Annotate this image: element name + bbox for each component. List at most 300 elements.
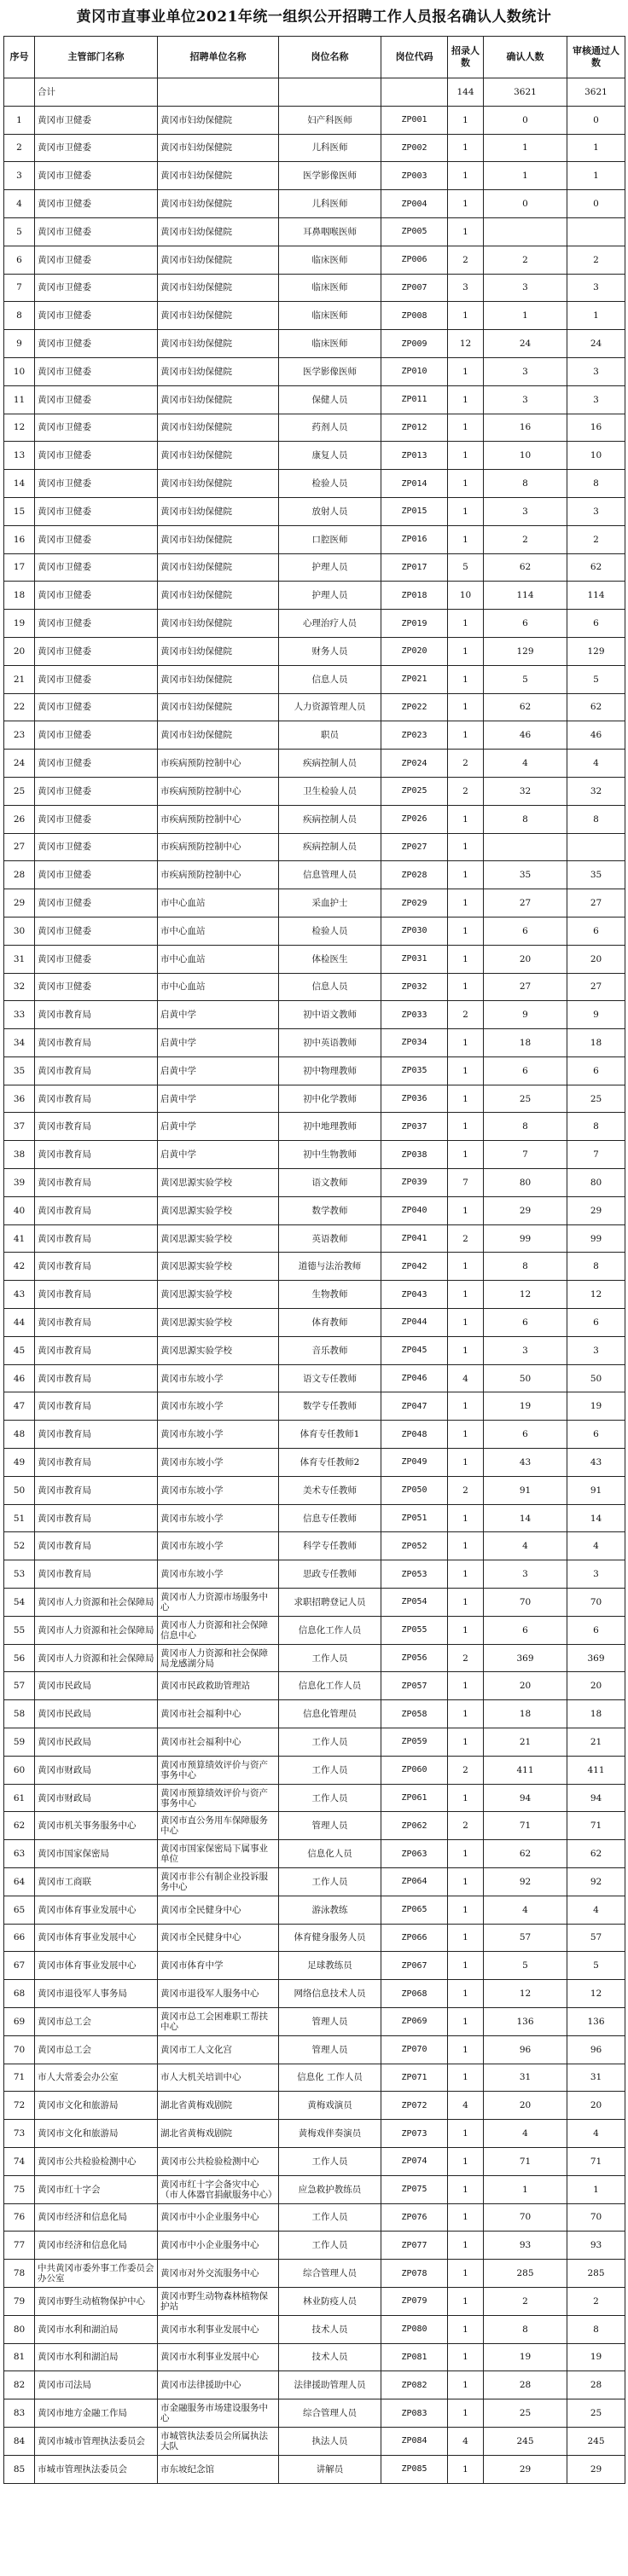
row-position: 工作人员 (279, 1756, 381, 1784)
row-unit: 黄冈市妇幼保健院 (158, 302, 279, 330)
row-unit: 黄冈市人力资源市场服务中心 (158, 1589, 279, 1617)
row-unit: 黄冈市妇幼保健院 (158, 330, 279, 358)
row-quota: 1 (448, 357, 484, 385)
row-code: ZP058 (381, 1700, 448, 1728)
row-quota: 1 (448, 106, 484, 134)
row-quota: 1 (448, 414, 484, 442)
table-row (4, 2455, 625, 2483)
row-unit: 黄冈市妇幼保健院 (158, 217, 279, 246)
table-row (4, 1672, 625, 1700)
row-approved: 4 (567, 750, 625, 778)
row-confirmed: 3 (484, 385, 567, 414)
row-approved: 3 (567, 497, 625, 525)
row-position: 信息化工作人员 (279, 1616, 381, 1644)
row-department: 黄冈市教育局 (35, 1476, 158, 1504)
row-seq: 45 (4, 1336, 35, 1364)
row-seq: 67 (4, 1952, 35, 1980)
row-code: ZP081 (381, 2343, 448, 2371)
row-approved: 93 (567, 2232, 625, 2260)
row-position: 工作人员 (279, 2147, 381, 2175)
row-seq: 62 (4, 1812, 35, 1840)
row-position: 工作人员 (279, 2203, 381, 2232)
row-quota: 1 (448, 1504, 484, 1532)
row-confirmed: 43 (484, 1449, 567, 1477)
row-unit: 黄冈市妇幼保健院 (158, 385, 279, 414)
row-department: 黄冈市教育局 (35, 1196, 158, 1224)
row-quota: 1 (448, 497, 484, 525)
row-quota: 1 (448, 2120, 484, 2148)
row-quota: 1 (448, 861, 484, 889)
table-row (4, 1141, 625, 1169)
row-quota: 1 (448, 1392, 484, 1421)
row-position: 管理人员 (279, 1812, 381, 1840)
row-department: 黄冈市体育事业发展中心 (35, 1896, 158, 1924)
row-department: 黄冈市卫健委 (35, 442, 158, 470)
row-code: ZP075 (381, 2175, 448, 2203)
row-code: ZP052 (381, 1532, 448, 1560)
row-quota: 1 (448, 2175, 484, 2203)
row-confirmed: 1 (484, 302, 567, 330)
row-department: 黄冈市教育局 (35, 1029, 158, 1057)
row-approved: 411 (567, 1756, 625, 1784)
row-approved: 31 (567, 2064, 625, 2092)
row-quota: 1 (448, 1421, 484, 1449)
row-position: 医学影像医师 (279, 357, 381, 385)
row-quota: 1 (448, 2147, 484, 2175)
row-confirmed: 4 (484, 1896, 567, 1924)
row-seq: 1 (4, 106, 35, 134)
row-department: 黄冈市教育局 (35, 1281, 158, 1309)
row-seq: 70 (4, 2035, 35, 2064)
row-approved: 27 (567, 973, 625, 1001)
row-department: 黄冈市卫健委 (35, 162, 158, 190)
row-quota: 7 (448, 1169, 484, 1197)
row-confirmed: 91 (484, 1476, 567, 1504)
row-position: 信息人员 (279, 665, 381, 693)
row-seq: 69 (4, 2007, 35, 2035)
row-quota: 1 (448, 190, 484, 218)
row-seq: 4 (4, 190, 35, 218)
stats-table (3, 36, 625, 2484)
row-seq: 19 (4, 610, 35, 638)
row-code: ZP068 (381, 1980, 448, 2008)
row-seq: 57 (4, 1672, 35, 1700)
row-confirmed: 6 (484, 1421, 567, 1449)
table-row (4, 973, 625, 1001)
row-position: 信息人员 (279, 973, 381, 1001)
row-seq: 12 (4, 414, 35, 442)
row-unit: 黄冈市公共检验检测中心 (158, 2147, 279, 2175)
row-seq: 20 (4, 637, 35, 665)
row-code: ZP014 (381, 470, 448, 498)
row-code: ZP008 (381, 302, 448, 330)
row-department: 黄冈市野生动植物保护中心 (35, 2287, 158, 2315)
row-unit: 市中心血站 (158, 945, 279, 973)
row-quota: 1 (448, 2287, 484, 2315)
row-approved: 12 (567, 1980, 625, 2008)
row-seq: 8 (4, 302, 35, 330)
row-approved: 20 (567, 945, 625, 973)
row-position: 求职招聘登记人员 (279, 1589, 381, 1617)
row-department: 黄冈市卫健委 (35, 553, 158, 582)
row-department: 黄冈市卫健委 (35, 217, 158, 246)
row-department: 黄冈市卫健委 (35, 414, 158, 442)
row-approved: 32 (567, 777, 625, 805)
row-position: 初中物理教师 (279, 1056, 381, 1085)
row-department: 黄冈市财政局 (35, 1756, 158, 1784)
row-seq (4, 78, 35, 107)
row-seq: 51 (4, 1504, 35, 1532)
row-quota: 1 (448, 1924, 484, 1952)
row-approved: 80 (567, 1169, 625, 1197)
row-quota: 1 (448, 2064, 484, 2092)
row-seq: 6 (4, 246, 35, 274)
row-unit: 黄冈市预算绩效评价与资产事务中心 (158, 1756, 279, 1784)
row-unit: 黄冈市体育中学 (158, 1952, 279, 1980)
row-seq: 75 (4, 2175, 35, 2203)
row-confirmed: 70 (484, 1589, 567, 1617)
row-position: 足球教练员 (279, 1952, 381, 1980)
row-position: 体育专任教师2 (279, 1449, 381, 1477)
table-body (4, 78, 625, 2484)
row-unit: 市中心血站 (158, 917, 279, 945)
row-code: ZP057 (381, 1672, 448, 1700)
row-code: ZP064 (381, 1868, 448, 1896)
row-confirmed: 71 (484, 2147, 567, 2175)
table-row (4, 1309, 625, 1337)
row-quota: 2 (448, 1224, 484, 1253)
row-position: 体育教师 (279, 1309, 381, 1337)
row-confirmed: 5 (484, 665, 567, 693)
row-confirmed: 6 (484, 1056, 567, 1085)
row-quota: 4 (448, 2092, 484, 2120)
row-unit: 黄冈市妇幼保健院 (158, 637, 279, 665)
row-confirmed: 8 (484, 470, 567, 498)
row-code: ZP027 (381, 833, 448, 861)
row-confirmed: 93 (484, 2232, 567, 2260)
row-approved: 3621 (567, 78, 625, 107)
row-code: ZP040 (381, 1196, 448, 1224)
row-quota: 1 (448, 1868, 484, 1896)
row-position: 技术人员 (279, 2343, 381, 2371)
row-quota: 2 (448, 1001, 484, 1029)
row-code: ZP025 (381, 777, 448, 805)
row-quota: 1 (448, 1700, 484, 1728)
row-unit: 黄冈市水利事业发展中心 (158, 2343, 279, 2371)
table-row (4, 693, 625, 721)
row-code: ZP079 (381, 2287, 448, 2315)
row-confirmed: 62 (484, 1840, 567, 1868)
row-confirmed: 3 (484, 1336, 567, 1364)
row-code: ZP042 (381, 1253, 448, 1281)
row-position: 临床医师 (279, 274, 381, 302)
row-seq: 64 (4, 1868, 35, 1896)
row-approved: 21 (567, 1728, 625, 1757)
row-department: 黄冈市教育局 (35, 1253, 158, 1281)
row-department: 黄冈市卫健委 (35, 357, 158, 385)
row-quota: 1 (448, 1056, 484, 1085)
row-quota: 3 (448, 274, 484, 302)
row-unit: 黄冈市妇幼保健院 (158, 582, 279, 610)
row-position: 网络信息技术人员 (279, 1980, 381, 2008)
row-unit: 黄冈市东坡小学 (158, 1560, 279, 1589)
row-department: 黄冈市卫健委 (35, 385, 158, 414)
row-quota: 1 (448, 1896, 484, 1924)
row-unit: 黄冈市东坡小学 (158, 1364, 279, 1392)
row-department: 黄冈市卫健委 (35, 973, 158, 1001)
row-department: 黄冈市教育局 (35, 1169, 158, 1197)
row-confirmed: 29 (484, 1196, 567, 1224)
row-unit: 市金融服务市场建设服务中心 (158, 2399, 279, 2428)
table-row (4, 1085, 625, 1113)
row-approved: 2 (567, 525, 625, 553)
row-approved: 3 (567, 385, 625, 414)
row-approved: 5 (567, 1952, 625, 1980)
row-unit: 黄冈市妇幼保健院 (158, 721, 279, 750)
row-department: 黄冈市卫健委 (35, 190, 158, 218)
row-position: 初中生物教师 (279, 1141, 381, 1169)
row-confirmed: 3 (484, 1560, 567, 1589)
row-confirmed: 27 (484, 973, 567, 1001)
row-department: 黄冈市卫健委 (35, 833, 158, 861)
row-quota: 1 (448, 2371, 484, 2399)
row-approved: 3 (567, 274, 625, 302)
table-row (4, 1113, 625, 1141)
row-code: ZP056 (381, 1644, 448, 1672)
table-row (4, 1924, 625, 1952)
row-department: 黄冈市教育局 (35, 1421, 158, 1449)
table-row (4, 190, 625, 218)
row-approved (567, 217, 625, 246)
table-row (4, 246, 625, 274)
row-code: ZP035 (381, 1056, 448, 1085)
row-quota: 1 (448, 1085, 484, 1113)
row-confirmed: 129 (484, 637, 567, 665)
row-code: ZP017 (381, 553, 448, 582)
row-position: 技术人员 (279, 2315, 381, 2343)
table-row (4, 582, 625, 610)
row-seq: 68 (4, 1980, 35, 2008)
table-row (4, 497, 625, 525)
header-code: 岗位代码 (381, 37, 448, 78)
row-approved: 9 (567, 1001, 625, 1029)
row-code: ZP043 (381, 1281, 448, 1309)
row-code: ZP062 (381, 1812, 448, 1840)
row-code: ZP046 (381, 1364, 448, 1392)
row-code: ZP054 (381, 1589, 448, 1617)
row-department: 黄冈市体育事业发展中心 (35, 1952, 158, 1980)
row-department: 黄冈市文化和旅游局 (35, 2120, 158, 2148)
row-code: ZP006 (381, 246, 448, 274)
row-quota: 1 (448, 2232, 484, 2260)
row-seq: 17 (4, 553, 35, 582)
table-row (4, 1980, 625, 2008)
row-confirmed: 285 (484, 2260, 567, 2288)
row-position: 妇产科医师 (279, 106, 381, 134)
row-approved: 35 (567, 861, 625, 889)
row-unit: 启黄中学 (158, 1056, 279, 1085)
row-unit: 湖北省黄梅戏剧院 (158, 2092, 279, 2120)
row-quota: 1 (448, 1952, 484, 1980)
row-seq: 39 (4, 1169, 35, 1197)
row-position: 体育专任教师1 (279, 1421, 381, 1449)
row-department: 黄冈市城市管理执法委员会 (35, 2427, 158, 2455)
row-seq: 66 (4, 1924, 35, 1952)
row-quota: 1 (448, 1449, 484, 1477)
row-department: 黄冈市卫健委 (35, 582, 158, 610)
row-seq: 65 (4, 1896, 35, 1924)
table-row (4, 1169, 625, 1197)
table-row (4, 442, 625, 470)
row-confirmed: 21 (484, 1728, 567, 1757)
row-department: 市城市管理执法委员会 (35, 2455, 158, 2483)
table-row (4, 1644, 625, 1672)
row-department: 黄冈市红十字会 (35, 2175, 158, 2203)
row-seq: 83 (4, 2399, 35, 2428)
row-position: 工作人员 (279, 2232, 381, 2260)
header-unit: 招聘单位名称 (158, 37, 279, 78)
row-approved: 24 (567, 330, 625, 358)
row-confirmed: 27 (484, 889, 567, 918)
row-code: ZP044 (381, 1309, 448, 1337)
row-confirmed: 70 (484, 2203, 567, 2232)
row-confirmed: 96 (484, 2035, 567, 2064)
row-position: 语文教师 (279, 1169, 381, 1197)
row-approved: 8 (567, 1113, 625, 1141)
row-unit: 黄冈市东坡小学 (158, 1504, 279, 1532)
row-approved (567, 833, 625, 861)
row-seq: 42 (4, 1253, 35, 1281)
table-row (4, 861, 625, 889)
row-department: 黄冈市教育局 (35, 1336, 158, 1364)
row-position: 音乐教师 (279, 1336, 381, 1364)
table-row (4, 414, 625, 442)
row-approved: 94 (567, 1784, 625, 1812)
row-code: ZP051 (381, 1504, 448, 1532)
row-unit: 启黄中学 (158, 1085, 279, 1113)
row-confirmed: 369 (484, 1644, 567, 1672)
row-code: ZP033 (381, 1001, 448, 1029)
row-department: 黄冈市经济和信息化局 (35, 2203, 158, 2232)
table-row (4, 2343, 625, 2371)
row-confirmed (484, 833, 567, 861)
table-row (4, 2427, 625, 2455)
row-confirmed: 94 (484, 1784, 567, 1812)
row-unit: 黄冈市东坡小学 (158, 1476, 279, 1504)
row-quota: 1 (448, 2007, 484, 2035)
row-department: 黄冈市机关事务服务中心 (35, 1812, 158, 1840)
row-seq: 60 (4, 1756, 35, 1784)
row-department: 黄冈市人力资源和社会保障局 (35, 1616, 158, 1644)
row-code: ZP020 (381, 637, 448, 665)
header-position: 岗位名称 (279, 37, 381, 78)
row-unit: 黄冈市全民健身中心 (158, 1896, 279, 1924)
row-department: 中共黄冈市委外事工作委员会办公室 (35, 2260, 158, 2288)
row-unit: 黄冈市中小企业服务中心 (158, 2203, 279, 2232)
row-code: ZP059 (381, 1728, 448, 1757)
row-unit: 黄冈市红十字会备灾中心（市人体器官捐献服务中心） (158, 2175, 279, 2203)
row-unit: 市东坡纪念馆 (158, 2455, 279, 2483)
row-position: 应急救护教练员 (279, 2175, 381, 2203)
table-row (4, 2399, 625, 2428)
row-quota: 1 (448, 2315, 484, 2343)
row-seq: 79 (4, 2287, 35, 2315)
row-department: 黄冈市工商联 (35, 1868, 158, 1896)
row-position: 检验人员 (279, 470, 381, 498)
row-confirmed: 14 (484, 1504, 567, 1532)
row-seq: 22 (4, 693, 35, 721)
row-quota: 1 (448, 1980, 484, 2008)
row-confirmed: 1 (484, 134, 567, 162)
row-department: 黄冈市卫健委 (35, 106, 158, 134)
row-confirmed: 0 (484, 190, 567, 218)
table-row (4, 1532, 625, 1560)
row-position: 数学教师 (279, 1196, 381, 1224)
row-approved: 46 (567, 721, 625, 750)
row-confirmed: 92 (484, 1868, 567, 1896)
row-unit (158, 78, 279, 107)
row-code: ZP031 (381, 945, 448, 973)
row-department: 市人大常委会办公室 (35, 2064, 158, 2092)
table-row (4, 470, 625, 498)
row-position: 语文专任教师 (279, 1364, 381, 1392)
row-code: ZP082 (381, 2371, 448, 2399)
row-position: 心理治疗人员 (279, 610, 381, 638)
row-quota: 2 (448, 750, 484, 778)
row-code: ZP036 (381, 1085, 448, 1113)
row-code: ZP001 (381, 106, 448, 134)
row-department: 黄冈市司法局 (35, 2371, 158, 2399)
row-code: ZP038 (381, 1141, 448, 1169)
row-code: ZP019 (381, 610, 448, 638)
row-quota: 4 (448, 1364, 484, 1392)
table-row (4, 2035, 625, 2064)
row-seq: 21 (4, 665, 35, 693)
row-position: 放射人员 (279, 497, 381, 525)
row-confirmed: 1 (484, 2175, 567, 2203)
row-confirmed: 136 (484, 2007, 567, 2035)
row-confirmed: 6 (484, 610, 567, 638)
row-position: 体检医生 (279, 945, 381, 973)
row-position: 保健人员 (279, 385, 381, 414)
row-position: 疾病控制人员 (279, 805, 381, 833)
row-code: ZP076 (381, 2203, 448, 2232)
row-quota: 12 (448, 330, 484, 358)
row-position: 体育健身服务人员 (279, 1924, 381, 1952)
row-quota: 1 (448, 1784, 484, 1812)
row-approved: 19 (567, 2343, 625, 2371)
row-department: 黄冈市教育局 (35, 1532, 158, 1560)
row-seq: 26 (4, 805, 35, 833)
row-department: 黄冈市卫健委 (35, 134, 158, 162)
row-quota: 1 (448, 665, 484, 693)
table-row (4, 2371, 625, 2399)
row-position: 科学专任教师 (279, 1532, 381, 1560)
row-unit: 黄冈市东坡小学 (158, 1532, 279, 1560)
table-row (4, 1056, 625, 1085)
row-department: 黄冈市水利和湖泊局 (35, 2343, 158, 2371)
row-approved: 62 (567, 553, 625, 582)
row-code: ZP078 (381, 2260, 448, 2288)
table-row (4, 1560, 625, 1589)
row-position: 采血护士 (279, 889, 381, 918)
row-confirmed: 12 (484, 1281, 567, 1309)
row-unit: 黄冈市中小企业服务中心 (158, 2232, 279, 2260)
row-code: ZP048 (381, 1421, 448, 1449)
row-approved: 0 (567, 190, 625, 218)
row-code: ZP053 (381, 1560, 448, 1589)
row-code: ZP066 (381, 1924, 448, 1952)
